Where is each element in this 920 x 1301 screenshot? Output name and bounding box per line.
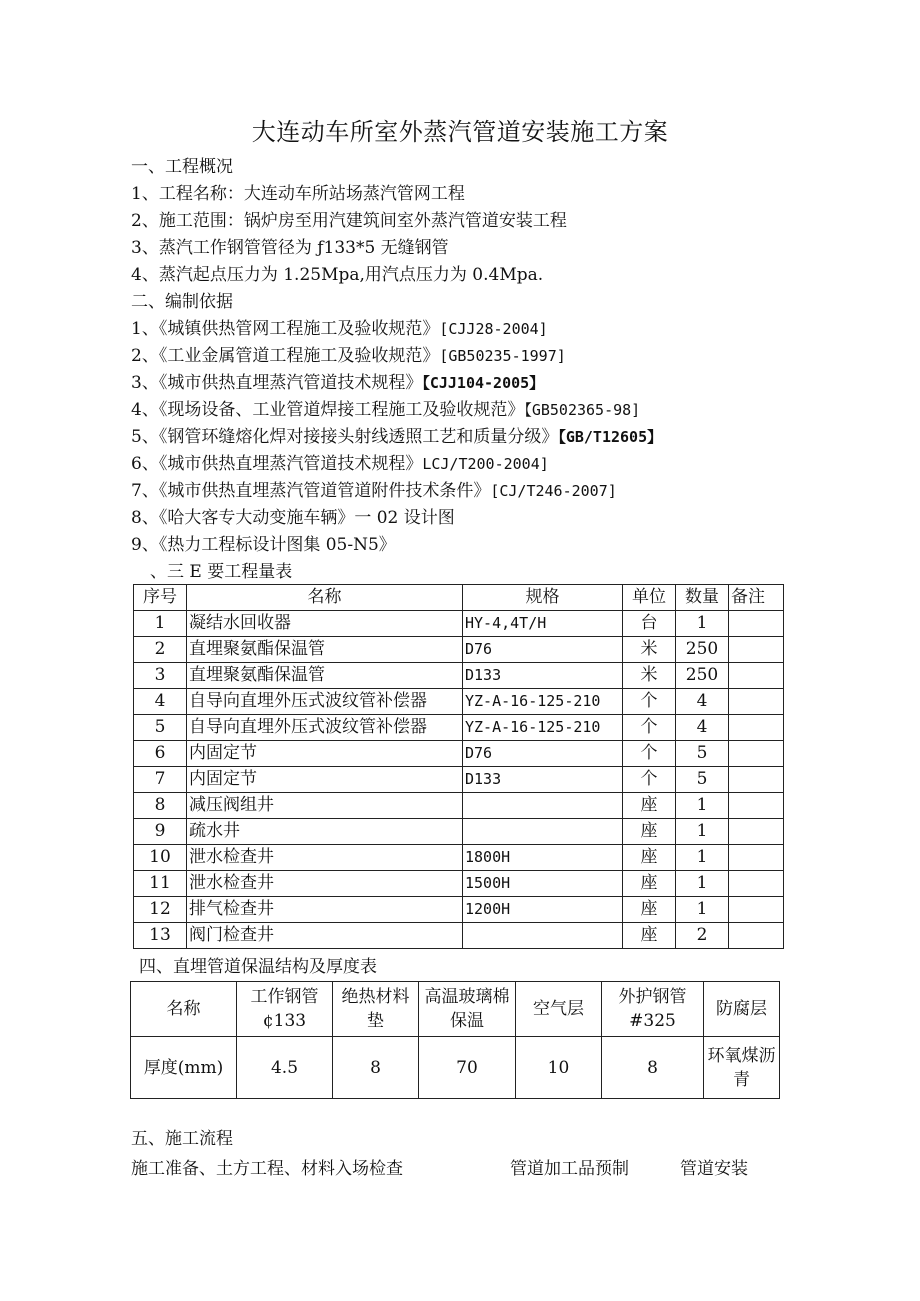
table-row xyxy=(134,767,784,793)
cell-name: 内固定节 xyxy=(187,741,463,767)
basis-item xyxy=(131,317,548,341)
col-header: 规格 xyxy=(463,585,623,611)
col-header: 防腐层 xyxy=(704,982,780,1037)
cell-no: 8 xyxy=(134,793,187,819)
cell-no: 3 xyxy=(134,663,187,689)
cell-unit: 个 xyxy=(623,741,676,767)
cell-spec xyxy=(463,923,623,949)
cell-no: 11 xyxy=(134,871,187,897)
basis-item xyxy=(131,479,617,503)
cell-spec xyxy=(463,819,623,845)
cell-name: 直埋聚氨酯保温管 xyxy=(187,637,463,663)
col-header: 名称 xyxy=(187,585,463,611)
col-header: 备注 xyxy=(729,585,784,611)
cell-value: 10 xyxy=(516,1037,602,1099)
basis-code: [CJ/T246-2007] xyxy=(490,482,617,500)
cell-unit: 个 xyxy=(623,715,676,741)
cell-unit: 个 xyxy=(623,689,676,715)
col-header: 绝热材料垫 xyxy=(333,982,419,1037)
table-row xyxy=(134,637,784,663)
basis-item xyxy=(131,371,544,395)
cell-unit: 米 xyxy=(623,637,676,663)
basis-code: 【GB502365-98] xyxy=(524,401,641,419)
overview-item: 1、工程名称：大连动车所站场蒸汽管网工程 xyxy=(131,184,465,204)
cell-spec xyxy=(463,793,623,819)
cell-unit: 座 xyxy=(623,871,676,897)
cell-qty: 250 xyxy=(676,637,729,663)
cell-name: 自导向直埋外压式波纹管补偿器 xyxy=(187,689,463,715)
basis-code: [CJJ28-2004] xyxy=(439,320,548,338)
cell-note xyxy=(729,923,784,949)
basis-title: 6、《城市供热直埋蒸汽管道技术规程》 xyxy=(131,454,423,474)
section1-heading: 一、工程概况 xyxy=(131,157,233,177)
basis-code: LCJ/T200-2004] xyxy=(422,455,549,473)
basis-code: 【CJJ104-2005】 xyxy=(422,374,545,392)
cell-unit: 米 xyxy=(623,663,676,689)
cell-note xyxy=(729,767,784,793)
cell-no: 9 xyxy=(134,819,187,845)
table-row xyxy=(134,611,784,637)
cell-note xyxy=(729,663,784,689)
cell-note xyxy=(729,611,784,637)
col-header: 空气层 xyxy=(516,982,602,1037)
cell-spec: 1500H xyxy=(463,871,623,897)
cell-no: 10 xyxy=(134,845,187,871)
cell-note xyxy=(729,637,784,663)
basis-item xyxy=(131,344,566,368)
table-row xyxy=(134,819,784,845)
table-row xyxy=(131,1037,780,1099)
cell-no: 6 xyxy=(134,741,187,767)
cell-name: 减压阀组井 xyxy=(187,793,463,819)
basis-title: 7、《城市供热直埋蒸汽管道管道附件技术条件》 xyxy=(131,481,491,501)
table-header-row xyxy=(134,585,784,611)
cell-no: 12 xyxy=(134,897,187,923)
basis-code: [GB50235-1997] xyxy=(439,347,566,365)
cell-name: 自导向直埋外压式波纹管补偿器 xyxy=(187,715,463,741)
cell-qty: 1 xyxy=(676,819,729,845)
cell-spec: YZ-A-16-125-210 xyxy=(463,689,623,715)
basis-title: 4、《现场设备、工业管道焊接工程施工及验收规范》 xyxy=(131,400,525,420)
col-header: 数量 xyxy=(676,585,729,611)
cell-unit: 个 xyxy=(623,767,676,793)
cell-unit: 座 xyxy=(623,897,676,923)
table-row xyxy=(134,793,784,819)
cell-name: 泄水检查井 xyxy=(187,845,463,871)
cell-note xyxy=(729,793,784,819)
cell-note xyxy=(729,741,784,767)
cell-value: 8 xyxy=(333,1037,419,1099)
cell-unit: 台 xyxy=(623,611,676,637)
basis-title: 8、《哈大客专大动变施车辆》一 02 设计图 xyxy=(131,508,455,528)
table-row xyxy=(134,871,784,897)
cell-qty: 1 xyxy=(676,871,729,897)
cell-qty: 4 xyxy=(676,715,729,741)
overview-item: 3、蒸汽工作钢管管径为 ƒ133*5 无缝钢管 xyxy=(131,238,449,258)
col-header: 单位 xyxy=(623,585,676,611)
col-header: 高温玻璃棉保温 xyxy=(419,982,516,1037)
overview-item: 4、蒸汽起点压力为 1.25Mpa,用汽点压力为 0.4Mpa. xyxy=(131,265,544,285)
col-header: 工作钢管 ¢133 xyxy=(237,982,333,1037)
cell-spec: YZ-A-16-125-210 xyxy=(463,715,623,741)
cell-note xyxy=(729,845,784,871)
cell-value: 环氧煤沥青 xyxy=(704,1037,780,1099)
cell-name: 阀门检查井 xyxy=(187,923,463,949)
col-header: 序号 xyxy=(134,585,187,611)
cell-unit: 座 xyxy=(623,819,676,845)
section3-heading: 、三 E 要工程量表 xyxy=(150,562,293,582)
table-row xyxy=(134,715,784,741)
cell-value: 4.5 xyxy=(237,1037,333,1099)
table-row xyxy=(134,663,784,689)
flow-step: 施工准备、土方工程、材料入场检查 xyxy=(131,1159,403,1179)
cell-label: 厚度(mm) xyxy=(131,1037,237,1099)
cell-no: 4 xyxy=(134,689,187,715)
basis-title: 9、《热力工程标设计图集 05-N5》 xyxy=(131,535,396,555)
cell-unit: 座 xyxy=(623,793,676,819)
table-header-row xyxy=(131,982,780,1037)
cell-note xyxy=(729,871,784,897)
basis-item xyxy=(131,533,396,557)
cell-name: 直埋聚氨酯保温管 xyxy=(187,663,463,689)
section5-heading: 五、施工流程 xyxy=(131,1129,233,1149)
cell-qty: 1 xyxy=(676,793,729,819)
basis-title: 5、《钢管环缝熔化焊对接接头射线透照工艺和质量分级》 xyxy=(131,427,559,447)
flow-step: 管道安装 xyxy=(680,1159,748,1179)
section2-heading: 二、编制依据 xyxy=(131,292,233,312)
cell-name: 凝结水回收器 xyxy=(187,611,463,637)
cell-no: 13 xyxy=(134,923,187,949)
basis-item xyxy=(131,506,455,530)
cell-no: 5 xyxy=(134,715,187,741)
cell-note xyxy=(729,819,784,845)
cell-qty: 1 xyxy=(676,897,729,923)
quantity-table xyxy=(133,584,784,949)
insulation-table xyxy=(130,981,780,1099)
overview-item: 2、施工范围：锅炉房至用汽建筑间室外蒸汽管道安装工程 xyxy=(131,211,567,231)
cell-qty: 1 xyxy=(676,845,729,871)
basis-title: 2、《工业金属管道工程施工及验收规范》 xyxy=(131,346,440,366)
cell-name: 泄水检查井 xyxy=(187,871,463,897)
cell-no: 2 xyxy=(134,637,187,663)
basis-item xyxy=(131,425,662,449)
table-row xyxy=(134,689,784,715)
table-row xyxy=(134,923,784,949)
cell-note xyxy=(729,715,784,741)
cell-note xyxy=(729,689,784,715)
basis-title: 3、《城市供热直埋蒸汽管道技术规程》 xyxy=(131,373,423,393)
flow-step: 管道加工品预制 xyxy=(510,1159,629,1179)
table-row xyxy=(134,845,784,871)
basis-title: 1、《城镇供热管网工程施工及验收规范》 xyxy=(131,319,440,339)
cell-no: 1 xyxy=(134,611,187,637)
cell-qty: 1 xyxy=(676,611,729,637)
cell-spec: D133 xyxy=(463,767,623,793)
cell-value: 70 xyxy=(419,1037,516,1099)
cell-spec: D76 xyxy=(463,741,623,767)
cell-value: 8 xyxy=(602,1037,704,1099)
cell-name: 内固定节 xyxy=(187,767,463,793)
table-row xyxy=(134,897,784,923)
page-title: 大连动车所室外蒸汽管道安装施工方案 xyxy=(251,118,669,146)
basis-item xyxy=(131,452,549,476)
cell-qty: 5 xyxy=(676,767,729,793)
cell-name: 疏水井 xyxy=(187,819,463,845)
table-row xyxy=(134,741,784,767)
cell-spec: 1800H xyxy=(463,845,623,871)
basis-code: 【GB/T12605】 xyxy=(558,428,663,446)
cell-qty: 5 xyxy=(676,741,729,767)
cell-note xyxy=(729,897,784,923)
cell-unit: 座 xyxy=(623,923,676,949)
col-header: 外护钢管 #325 xyxy=(602,982,704,1037)
cell-spec: 1200H xyxy=(463,897,623,923)
col-header: 名称 xyxy=(131,982,237,1037)
cell-name: 排气检查井 xyxy=(187,897,463,923)
cell-qty: 4 xyxy=(676,689,729,715)
cell-qty: 250 xyxy=(676,663,729,689)
section4-heading: 四、直埋管道保温结构及厚度表 xyxy=(139,957,377,977)
cell-qty: 2 xyxy=(676,923,729,949)
cell-unit: 座 xyxy=(623,845,676,871)
cell-spec: D133 xyxy=(463,663,623,689)
basis-item xyxy=(131,398,640,422)
cell-no: 7 xyxy=(134,767,187,793)
cell-spec: HY-4,4T/H xyxy=(463,611,623,637)
cell-spec: D76 xyxy=(463,637,623,663)
